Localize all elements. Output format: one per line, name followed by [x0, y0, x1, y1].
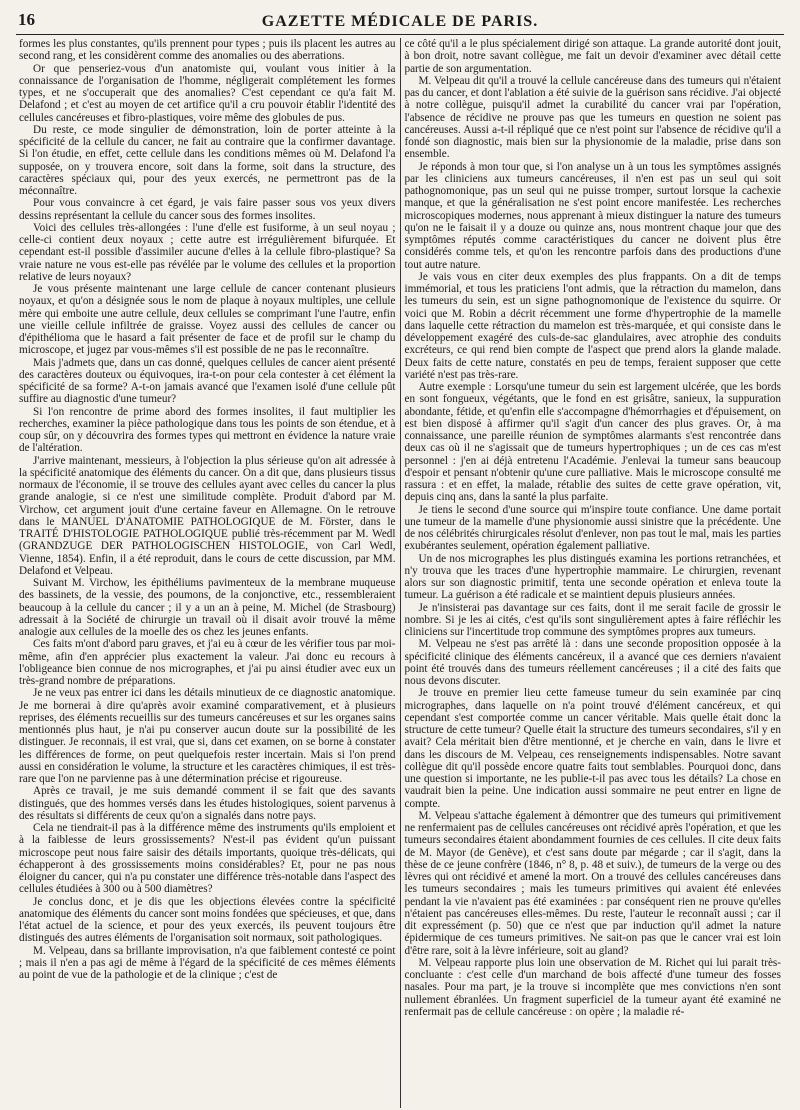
paragraph: M. Velpeau s'attache également à démontrer que des tumeurs qui primitivement ne renfermaient pas de cellules cancéreuses ont récidivé après l'opération, et que les tumeurs secondaires étaient abondamment fournies de ces cellules. Il cite deux faits de M. Mayor (de Genève), et c'est sans doute par mégarde ; car il s'agit, dans la thèse de ce jeune confrère (1846, n° 8, p. 48 et suiv.), de tumeurs de la verge ou des lèvres qui ont récidivé et amené la mort. On a trouvé des cellules cancéreuses dans les tumeurs secondaires ; mais les tumeurs primitives qui avaient été enlevées pendant la vie n'avaient pas été examinées : par conséquent rien ne prouve qu'elles n'étaient pas cancéreuses elles-mêmes. Du reste, l'auteur le reconnaît aussi ; car il dit expressément (p. 50) que ce n'est que par induction qu'il admet la nature épidermique de ces tumeurs primitives. Ne sait-on pas que le cancer vrai est loin d'être rare, soit à la lèvre inférieure, soit au gland? — [404, 809, 781, 957]
paragraph: Je tiens le second d'une source qui m'inspire toute confiance. Une dame portait une tumeur de la mamelle d'une physionomie aussi sinistre que la précédente. Une de nos célébrités chirurgicales résolut d'enlever, non pas tout le mal, mais les parties exubérantes seulement, opération également palliative. — [404, 503, 781, 553]
paragraph: M. Velpeau ne s'est pas arrêté là : dans une seconde proposition opposée à la spécificité clinique des éléments cancéreux, il a avancé que ces derniers n'avaient point été trouvés dans des tumeurs réellement cancéreuses ; il a cité des faits que nous devons discuter. — [404, 638, 781, 687]
paragraph: Du reste, ce mode singulier de démonstration, loin de porter atteinte à la spécificité de la cellule du cancer, ne fait au contraire que la confirmer davantage. Si l'on étudie, en effet, cette cellule dans les conditions mêmes où M. Delafond l'a supposée, on y trouvera encore, soit dans la forme, soit dans la structure, des caractères spéciaux qui, pour des yeux exercés, ne permettront pas de la méconnaître. — [19, 123, 396, 197]
paragraph: Mais j'admets que, dans un cas donné, quelques cellules de cancer aient présenté des caractères douteux ou équivoques, ira-t-on pour cela contester à cet élément la spécificité de sa forme? A-t-on jamais avancé que l'examen isolé d'une cellule pût suffire au diagnostic d'une tumeur? — [19, 356, 396, 406]
paragraph: Ces faits m'ont d'abord paru graves, et j'ai eu à cœur de les vérifier tous par moi-même, afin d'en apprécier plus exactement la valeur. J'ai donc eu recours à l'obligeance bien connue de nos micrographes, et j'ai pu ainsi étudier avec eux un très-grand nombre de préparations. — [19, 638, 396, 687]
paragraph: M. Velpeau dit qu'il a trouvé la cellule cancéreuse dans des tumeurs qui n'étaient pas du cancer, et dont l'ablation a été suivie de la guérison sans récidive. J'ai objecté à notre collègue, puisqu'il admet la curabilité du cancer vrai par l'opération, l'absence de récidive ne prouve pas que les tumeurs en question ne soient pas cancéreuses. Aussi a-t-il répliqué que ce n'est point sur l'absence de récidive qu'il a fondé son diagnostic, mais bien sur la physionomie de la maladie, prise dans son ensemble. — [404, 74, 781, 161]
paragraph: J'arrive maintenant, messieurs, à l'objection la plus sérieuse qu'on ait adressée à la spécificité anatomique des éléments du cancer. On a dit que, dans plusieurs tissus normaux de l'économie, il se trouve des cellules ayant avec celles du cancer la plus grande analogie, si ce n'est une similitude complète. Produit d'abord par M. Virchow, cet argument jouit d'une certaine faveur en Allemagne. On le retrouve dans le MANUEL D'ANATOMIE PATHOLOGIQUE de M. Förster, dans le TRAITÉ D'HISTOLOGIE PATHOLOGIQUE publié très-récemment par M. Wedl (GRANDZUGE DER PATHOLOGISCHEN HISTOLOGIE, von Carl Wedl, Vienne, 1854). Enfin, il a été reproduit, dans le cours de cette discussion, par MM. Delafond et Velpeau. — [19, 454, 396, 577]
paragraph: Je réponds à mon tour que, si l'on analyse un à un tous les symptômes assignés par les cliniciens aux tumeurs cancéreuses, il n'en est pas un seul qui soit pathognomonique, pas un seul qui ne puisse tromper, surtout lorsque la cachexie manque, et que la généralisation ne s'est point encore manifestée. Les recherches microscopiques modernes, nous apprenant à mieux distinguer la nature des tumeurs qu'on ne le faisait il y a douze ou quinze ans, nous montrent chaque jour que des symptômes réputés comme caractéristiques du cancer ne doivent plus être considérés comme tels, et qu'on les rencontre parfois dans des productions d'une tout autre nature. — [404, 160, 781, 271]
paragraph: Suivant M. Virchow, les épithéliums pavimenteux de la membrane muqueuse des bassinets, de la vessie, des poumons, de la conjonctive, etc., ressembleraient beaucoup à la cellule du cancer ; il y a un an à peine, M. Michel (de Strasbourg) adressait à la Société de chirurgie un travail où il disait avoir trouvé la même analogie aux cellules de la moelle des os chez les jeunes enfants. — [19, 577, 396, 638]
paragraph: ce côté qu'il a le plus spécialement dirigé son attaque. La grande autorité dont jouit, à bon droit, notre savant collègue, me fait un devoir d'examiner avec détail cette partie de son argumentation. — [404, 38, 781, 75]
page-header — [16, 0, 784, 35]
paragraph: Je trouve en premier lieu cette fameuse tumeur du sein examinée par cinq micrographes, dans laquelle on n'a point trouvé d'élément cancéreux, et qui cependant s'est comportée comme un cancer véritable. Mais quelle était donc la structure de cette tumeur? Quelle était la structure des tumeurs secondaires, s'il y en avait? Cela méritait bien d'être mentionné, et je cherche en vain, dans le livre et dans les discours de M. Velpeau, ces renseignements indispensables. Notre savant collègue dit qu'il possède encore quatre faits tout semblables. Pourquoi donc, dans une question si importante, ne les publie-t-il pas avec tous les détails? La chose en vaudrait bien la peine. Une indication aussi sommaire ne peut entrer en ligne de compte. — [404, 687, 781, 810]
page-number: 16 — [18, 10, 35, 29]
column-rule — [400, 38, 401, 1108]
paragraph: Je vais vous en citer deux exemples des plus frappants. On a dit de temps immémorial, et tous les praticiens l'ont admis, que la rétraction du mamelon, dans les tumeurs du sein, est un signe pathognomonique de l'existence du squirre. Or voici que M. Robin a décrit récemment une forme d'hypertrophie de la mamelle dans laquelle cette rétraction du mamelon est très-marquée, et qui consiste dans le développement exagéré des culs-de-sac glandulaires, avec atrophie des conduits excréteurs, ce qui rend bien compte de l'aspect que prend alors la glande malade. Deux faits de cette nature, constatés en peu de temps, feraient supposer que cette variété n'est pas très-rare. — [404, 270, 781, 381]
paragraph: Voici des cellules très-allongées : l'une d'elle est fusiforme, à un seul noyau ; celle-ci contient deux noyaux ; cette autre est irrégulièrement bifurquée. Et cependant est-il possible d'assimiler aucune d'elles à la cellule fibro-plastique? Sa vraie nature ne vous est-elle pas révélée par le volume des cellules et la proportion relative de leurs noyaux? — [19, 221, 396, 283]
paragraph: Je ne veux pas entrer ici dans les détails minutieux de ce diagnostic anatomique. Je me bornerai à dire qu'après avoir examiné comparativement, et à plusieurs reprises, des éléments recueillis sur des tumeurs cancéreuses et sur les organes sains mentionnés plus haut, je n'ai pu conserver aucun doute sur la possibilité de les distinguer. Je reconnais, il est vrai, que si, dans cet examen, on se borne à constater les différences de forme, on peut quelquefois rester incertain. Mais si l'on prend aussi en considération le volume, la structure et les caractères chimiques, il est très-rare que l'on ne parvienne pas à une détermination précise et rigoureuse. — [19, 687, 396, 785]
journal-title: GAZETTE MÉDICALE DE PARIS. — [261, 13, 539, 30]
paragraph: Pour vous convaincre à cet égard, je vais faire passer sous vos yeux divers dessins représentant la cellule du cancer sous des formes insolites. — [19, 197, 396, 222]
paragraph: Un de nos micrographes les plus distingués examina les portions retranchées, et n'y trouva que les traces d'une hypertrophie mammaire. Le chirurgien, revenant alors sur son diagnostic primitif, tenta une seconde opération et enleva toute la tumeur. La guérison a été radicale et se maintient depuis plusieurs années. — [404, 552, 781, 602]
paragraph: Si l'on rencontre de prime abord des formes insolites, il faut multiplier les recherches, examiner la pièce pathologique dans tous les points de son étendue, et à coup sûr, on y découvrira des formes types qui mettront en évidence la nature vraie de l'altération. — [19, 405, 396, 455]
paragraph: M. Velpeau, dans sa brillante improvisation, n'a que faiblement contesté ce point ; mais il n'en a pas agi de même à l'égard de la spécificité de ces mêmes éléments au point de vue de la pathologie et de la clinique ; c'est de — [19, 944, 396, 981]
paragraph: Je conclus donc, et je dis que les objections élevées contre la spécificité anatomique des éléments du cancer sont moins fondées que spécieuses, et que, dans l'état actuel de la science, et pour des yeux exercés, ils peuvent toujours être distingués des autres éléments de l'organisation soit normaux, soit pathologiques. — [19, 895, 396, 945]
paragraph: Après ce travail, je me suis demandé comment il se fait que des savants distingués, que des hommes versés dans les études histologiques, soient parvenus à des résultats si différents de ceux qu'on a signalés dans notre pays. — [19, 785, 396, 822]
paragraph: Cela ne tiendrait-il pas à la différence même des instruments qu'ils emploient et à la faiblesse de leurs grossissements? N'est-il pas évident qu'un puissant microscope peut nous faire saisir des détails importants, quoique très-délicats, qui échapperont à des grossissements moins considérables? Et, pour ne pas nous éloigner du cancer, qui n'a pu constater une différence très-notable dans l'aspect des cellules étudiées à 300 ou à 500 diamètres? — [19, 822, 396, 896]
paragraph: Je n'insisterai pas davantage sur ces faits, dont il me serait facile de grossir le nombre. Si je les ai cités, c'est qu'ils sont singulièrement aptes à faire réfléchir les cliniciens sur l'incertitude trop commune des symptômes propres aux tumeurs. — [404, 601, 781, 638]
paragraph: Je vous présente maintenant une large cellule de cancer contenant plusieurs noyaux, et qu'on a désignée sous le nom de plaque à noyaux multiples, une cellule mère qui emboite une autre cellule, deux cellules se comprimant l'une l'autre, enfin une vieille cellule infiltrée de graisse. Voyez aussi des cellules de cancer ou d'épithélioma que le hasard a fait présenter de face et de profil sur le champ du microscope, et jugez par vous-mêmes s'il est possible de ne pas le reconnaître. — [19, 283, 396, 357]
paragraph: formes les plus constantes, qu'ils prennent pour types ; puis ils placent les autres au second rang, et les considèrent comme des anomalies ou des aberrations. — [19, 38, 396, 63]
paragraph: Autre exemple : Lorsqu'une tumeur du sein est largement ulcérée, que les bords en sont fongueux, végétants, que le fond en est grisâtre, sanieux, la suppuration abondante, fétide, et qu'enfin elle s'accompagne d'hémorrhagies et d'épuisement, on est bien disposé à affirmer qu'il s'agit d'un cancer des plus graves. Or, à ma connaissance, une pareille réunion de symptômes alarmants s'est rencontrée dans deux cas où il ne s'agissait que de tumeurs hypertrophiques ; un de ces cas m'est personnel : j'en ai déjà entretenu l'Académie. J'enlevai la tumeur sans beaucoup d'espoir et pensant n'obtenir qu'une cure palliative. Mais le microscope consulté me rassura : et en effet, la malade, rétablie des suites de cette grave opération, vit, depuis cinq ans, dans la santé la plus parfaite. — [404, 381, 781, 504]
right-column — [402, 38, 785, 1108]
paragraph: Or que penseriez-vous d'un anatomiste qui, voulant vous initier à la connaissance de l'organisation de l'homme, négligerait complétement les formes types, et ne s'occuperait que des anomalies? C'est cependant ce qu'a fait M. Delafond ; et c'est au moyen de cet artifice qu'il a cru pouvoir établir l'identité des cellules cancéreuses et fibro-plastiques, voire même des globules de pus. — [19, 62, 396, 124]
text-columns — [16, 38, 784, 1108]
left-column — [16, 38, 399, 1108]
paragraph: M. Velpeau rapporte plus loin une observation de M. Richet qui lui parait très-concluante : c'est celle d'un marchand de bois affecté d'une tumeur des fosses nasales. Pour ma part, je la trouve si incomplète que mes convictions n'en sont nullement ébranlées. Un fragment superficiel de la tumeur ayant été examiné ne renfermait pas de cellule cancéreuse : on opère ; la maladie ré- — [404, 956, 781, 1018]
